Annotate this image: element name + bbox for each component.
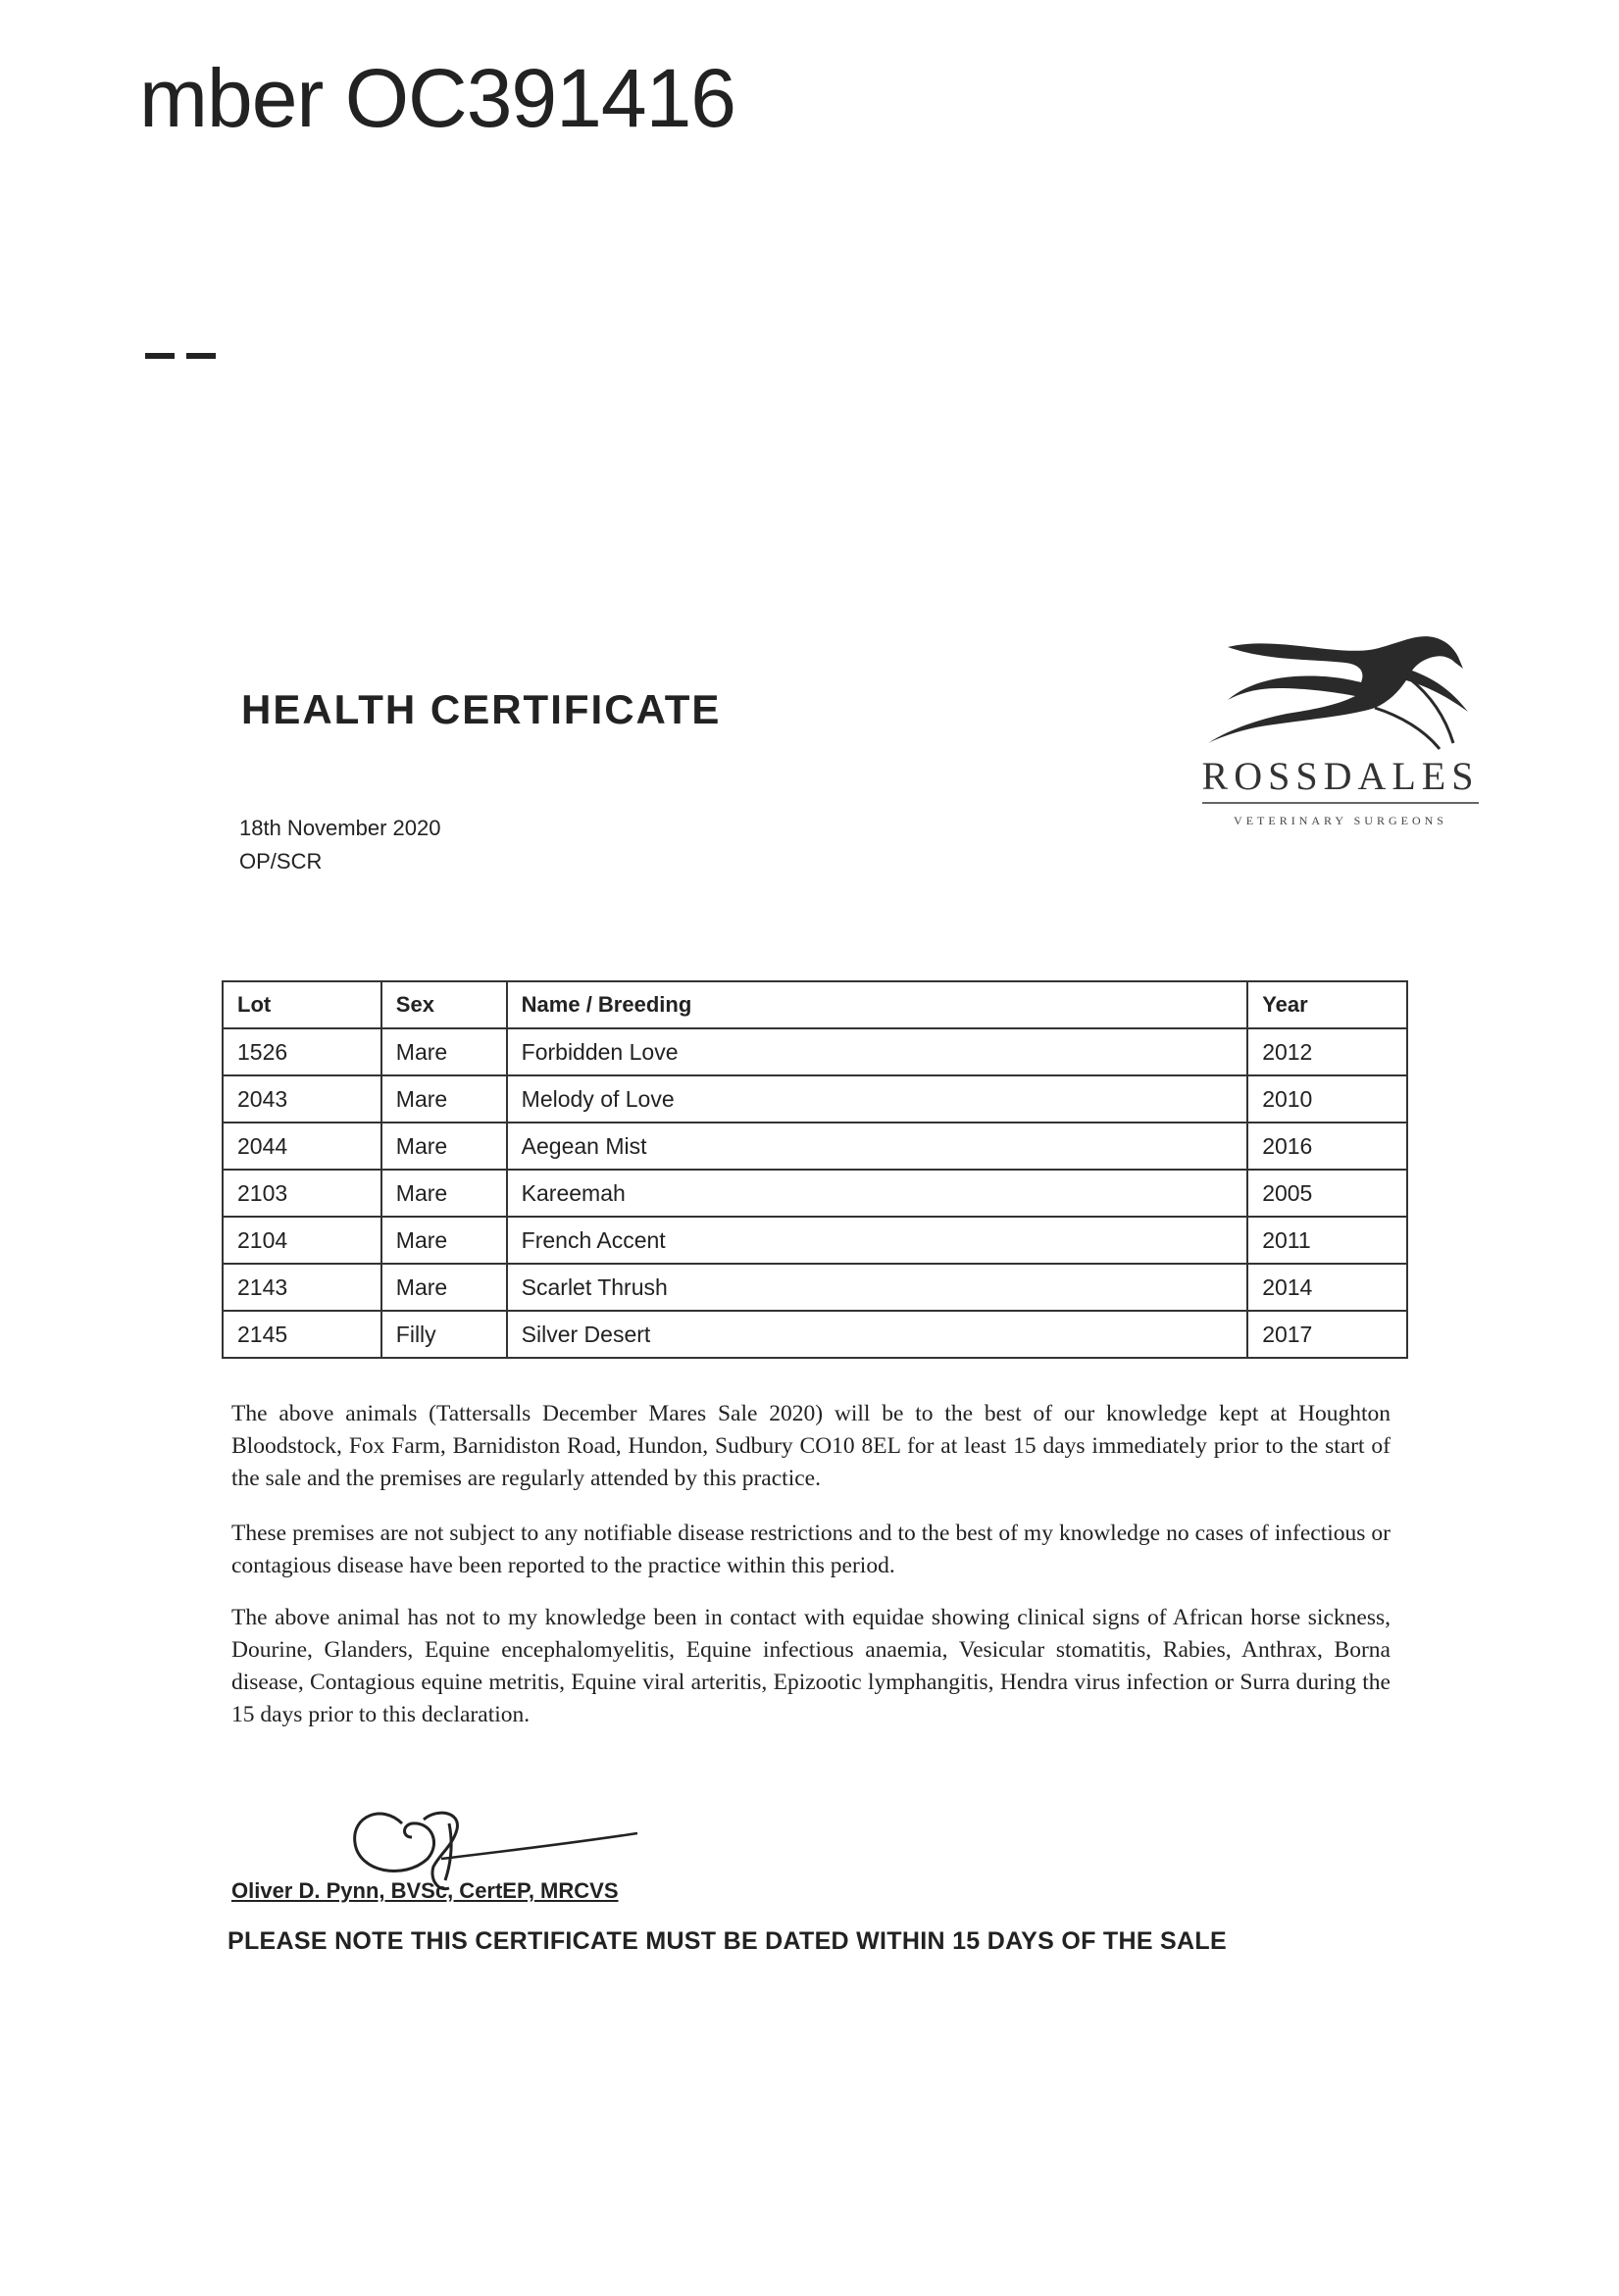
cell-year: 2014	[1247, 1264, 1407, 1311]
cell-lot: 1526	[223, 1028, 381, 1075]
cell-year: 2011	[1247, 1217, 1407, 1264]
table-row	[223, 1264, 1407, 1311]
cell-sex: Mare	[381, 1123, 507, 1170]
table-row	[223, 1311, 1407, 1358]
header-year: Year	[1247, 981, 1407, 1028]
validity-notice: PLEASE NOTE THIS CERTIFICATE MUST BE DATED WITHIN 15 DAYS OF THE SALE	[228, 1927, 1227, 1955]
table-header-row	[223, 981, 1407, 1028]
cell-name: Melody of Love	[507, 1075, 1248, 1123]
cell-name: Aegean Mist	[507, 1123, 1248, 1170]
table-row	[223, 1123, 1407, 1170]
lots-table	[222, 980, 1408, 1359]
cell-name: Scarlet Thrush	[507, 1264, 1248, 1311]
document-reference: OP/SCR	[239, 849, 323, 873]
cell-lot: 2145	[223, 1311, 381, 1358]
cell-name: Forbidden Love	[507, 1028, 1248, 1075]
cell-name: French Accent	[507, 1217, 1248, 1264]
cell-sex: Mare	[381, 1028, 507, 1075]
cell-sex: Mare	[381, 1075, 507, 1123]
table-row	[223, 1170, 1407, 1217]
date-reference-block	[239, 812, 440, 878]
paragraph-disease-restrictions: These premises are not subject to any notifiable disease restrictions and to the best of my knowledge no cases of infectious or contagious disease have been reported to the practice within this period.	[231, 1520, 1391, 1578]
cell-name: Kareemah	[507, 1170, 1248, 1217]
document-title: HEALTH CERTIFICATE	[241, 686, 722, 732]
cell-lot: 2143	[223, 1264, 381, 1311]
cell-sex: Mare	[381, 1264, 507, 1311]
header-name-breeding: Name / Breeding	[507, 981, 1248, 1028]
cell-sex: Mare	[381, 1217, 507, 1264]
table-row	[223, 1028, 1407, 1075]
signer-name: Oliver D. Pynn, BVSc, CertEP, MRCVS	[231, 1878, 619, 1903]
cell-name: Silver Desert	[507, 1311, 1248, 1358]
logo-divider	[1202, 802, 1479, 804]
cell-sex: Filly	[381, 1311, 507, 1358]
cell-lot: 2044	[223, 1123, 381, 1170]
cell-year: 2005	[1247, 1170, 1407, 1217]
logo-subtitle: VETERINARY SURGEONS	[1234, 814, 1447, 827]
galloping-horse-icon	[1189, 627, 1483, 755]
header-sex: Sex	[381, 981, 507, 1028]
document-date: 18th November 2020	[239, 816, 441, 840]
dash-mark	[145, 353, 218, 359]
paragraph-sale-premises: The above animals (Tattersalls December Mares Sale 2020) will be to the best of our knowledge kept at Houghton Bloodstock, Fox Farm, Barnidiston Road, Hundon, Sudbury CO10 8EL for at least 15 days immediately prior to the start of the sale and the premises are regularly attended by this practice.	[231, 1400, 1391, 1491]
table-row	[223, 1075, 1407, 1123]
logo-name: ROSSDALES	[1201, 754, 1480, 798]
cell-lot: 2104	[223, 1217, 381, 1264]
cell-year: 2017	[1247, 1311, 1407, 1358]
cell-year: 2012	[1247, 1028, 1407, 1075]
cell-sex: Mare	[381, 1170, 507, 1217]
rossdales-logo	[1189, 627, 1483, 833]
header-lot: Lot	[223, 981, 381, 1028]
cell-year: 2010	[1247, 1075, 1407, 1123]
paragraph-contact-declaration: The above animal has not to my knowledge been in contact with equidae showing clinical signs of African horse sickness, Dourine, Glanders, Equine encephalomyelitis, Equine infectious anaemia, Vesicular stomatitis, Rabies, Anthrax, Borna disease, Contagious equine metritis, Equine viral arteritis, Epizootic lymphangitis, Hendra virus infection or Surra during the 15 days prior to this declaration.	[231, 1604, 1391, 1727]
cell-lot: 2103	[223, 1170, 381, 1217]
table-row	[223, 1217, 1407, 1264]
cell-year: 2016	[1247, 1123, 1407, 1170]
cell-lot: 2043	[223, 1075, 381, 1123]
header-company-number: mber OC391416	[139, 52, 736, 144]
